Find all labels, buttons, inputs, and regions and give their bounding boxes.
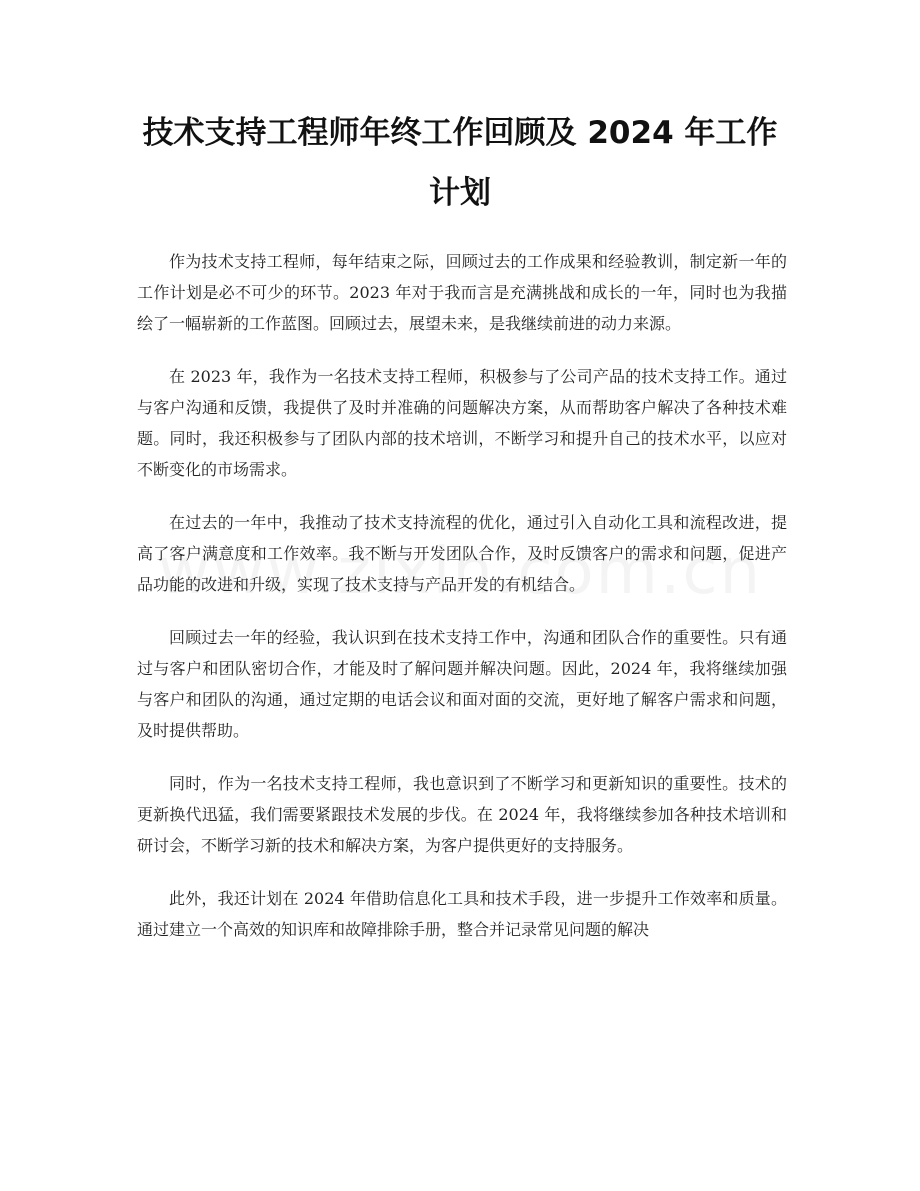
paragraph-1: 作为技术支持工程师，每年结束之际，回顾过去的工作成果和经验教训，制定新一年的工作计划是必不可少的环节。2023 年对于我而言是充满挑战和成长的一年，同时也为我描绘了一幅崭新的工作蓝图。回顾过去，展望未来，是我继续前进的动力来源。 — [137, 252, 787, 333]
paragraph-6: 此外，我还计划在 2024 年借助信息化工具和技术手段，进一步提升工作效率和质量。通过建立一个高效的知识库和故障排除手册，整合并记录常见问题的解决 — [137, 889, 787, 939]
paragraph-2: 在 2023 年，我作为一名技术支持工程师，积极参与了公司产品的技术支持工作。通过与客户沟通和反馈，我提供了及时并准确的问题解决方案，从而帮助客户解决了各种技术难题。同时，我还积极参与了团队内部的技术培训，不断学习和提升自己的技术水平，以应对不断变化的市场需求。 — [137, 367, 787, 479]
paragraph-5: 同时，作为一名技术支持工程师，我也意识到了不断学习和更新知识的重要性。技术的更新换代迅猛，我们需要紧跟技术发展的步伐。在 2024 年，我将继续参加各种技术培训和研讨会，不断学习新的技术和解决方案，为客户提供更好的支持服务。 — [137, 774, 787, 855]
paragraph-4: 回顾过去一年的经验，我认识到在技术支持工作中，沟通和团队合作的重要性。只有通过与客户和团队密切合作，才能及时了解问题并解决问题。因此，2024 年，我将继续加强与客户和团队的沟通，通过定期的电话会议和面对面的交流，更好地了解客户需求和问题，及时提供帮助。 — [137, 628, 787, 740]
paragraph-3: 在过去的一年中，我推动了技术支持流程的优化，通过引入自动化工具和流程改进，提高了客户满意度和工作效率。我不断与开发团队合作，及时反馈客户的需求和问题，促进产品功能的改进和升级，实现了技术支持与产品开发的有机结合。 — [137, 513, 787, 594]
document-body — [137, 246, 787, 967]
document-title: 技术支持工程师年终工作回顾及 2024 年工作计划 — [142, 115, 778, 211]
